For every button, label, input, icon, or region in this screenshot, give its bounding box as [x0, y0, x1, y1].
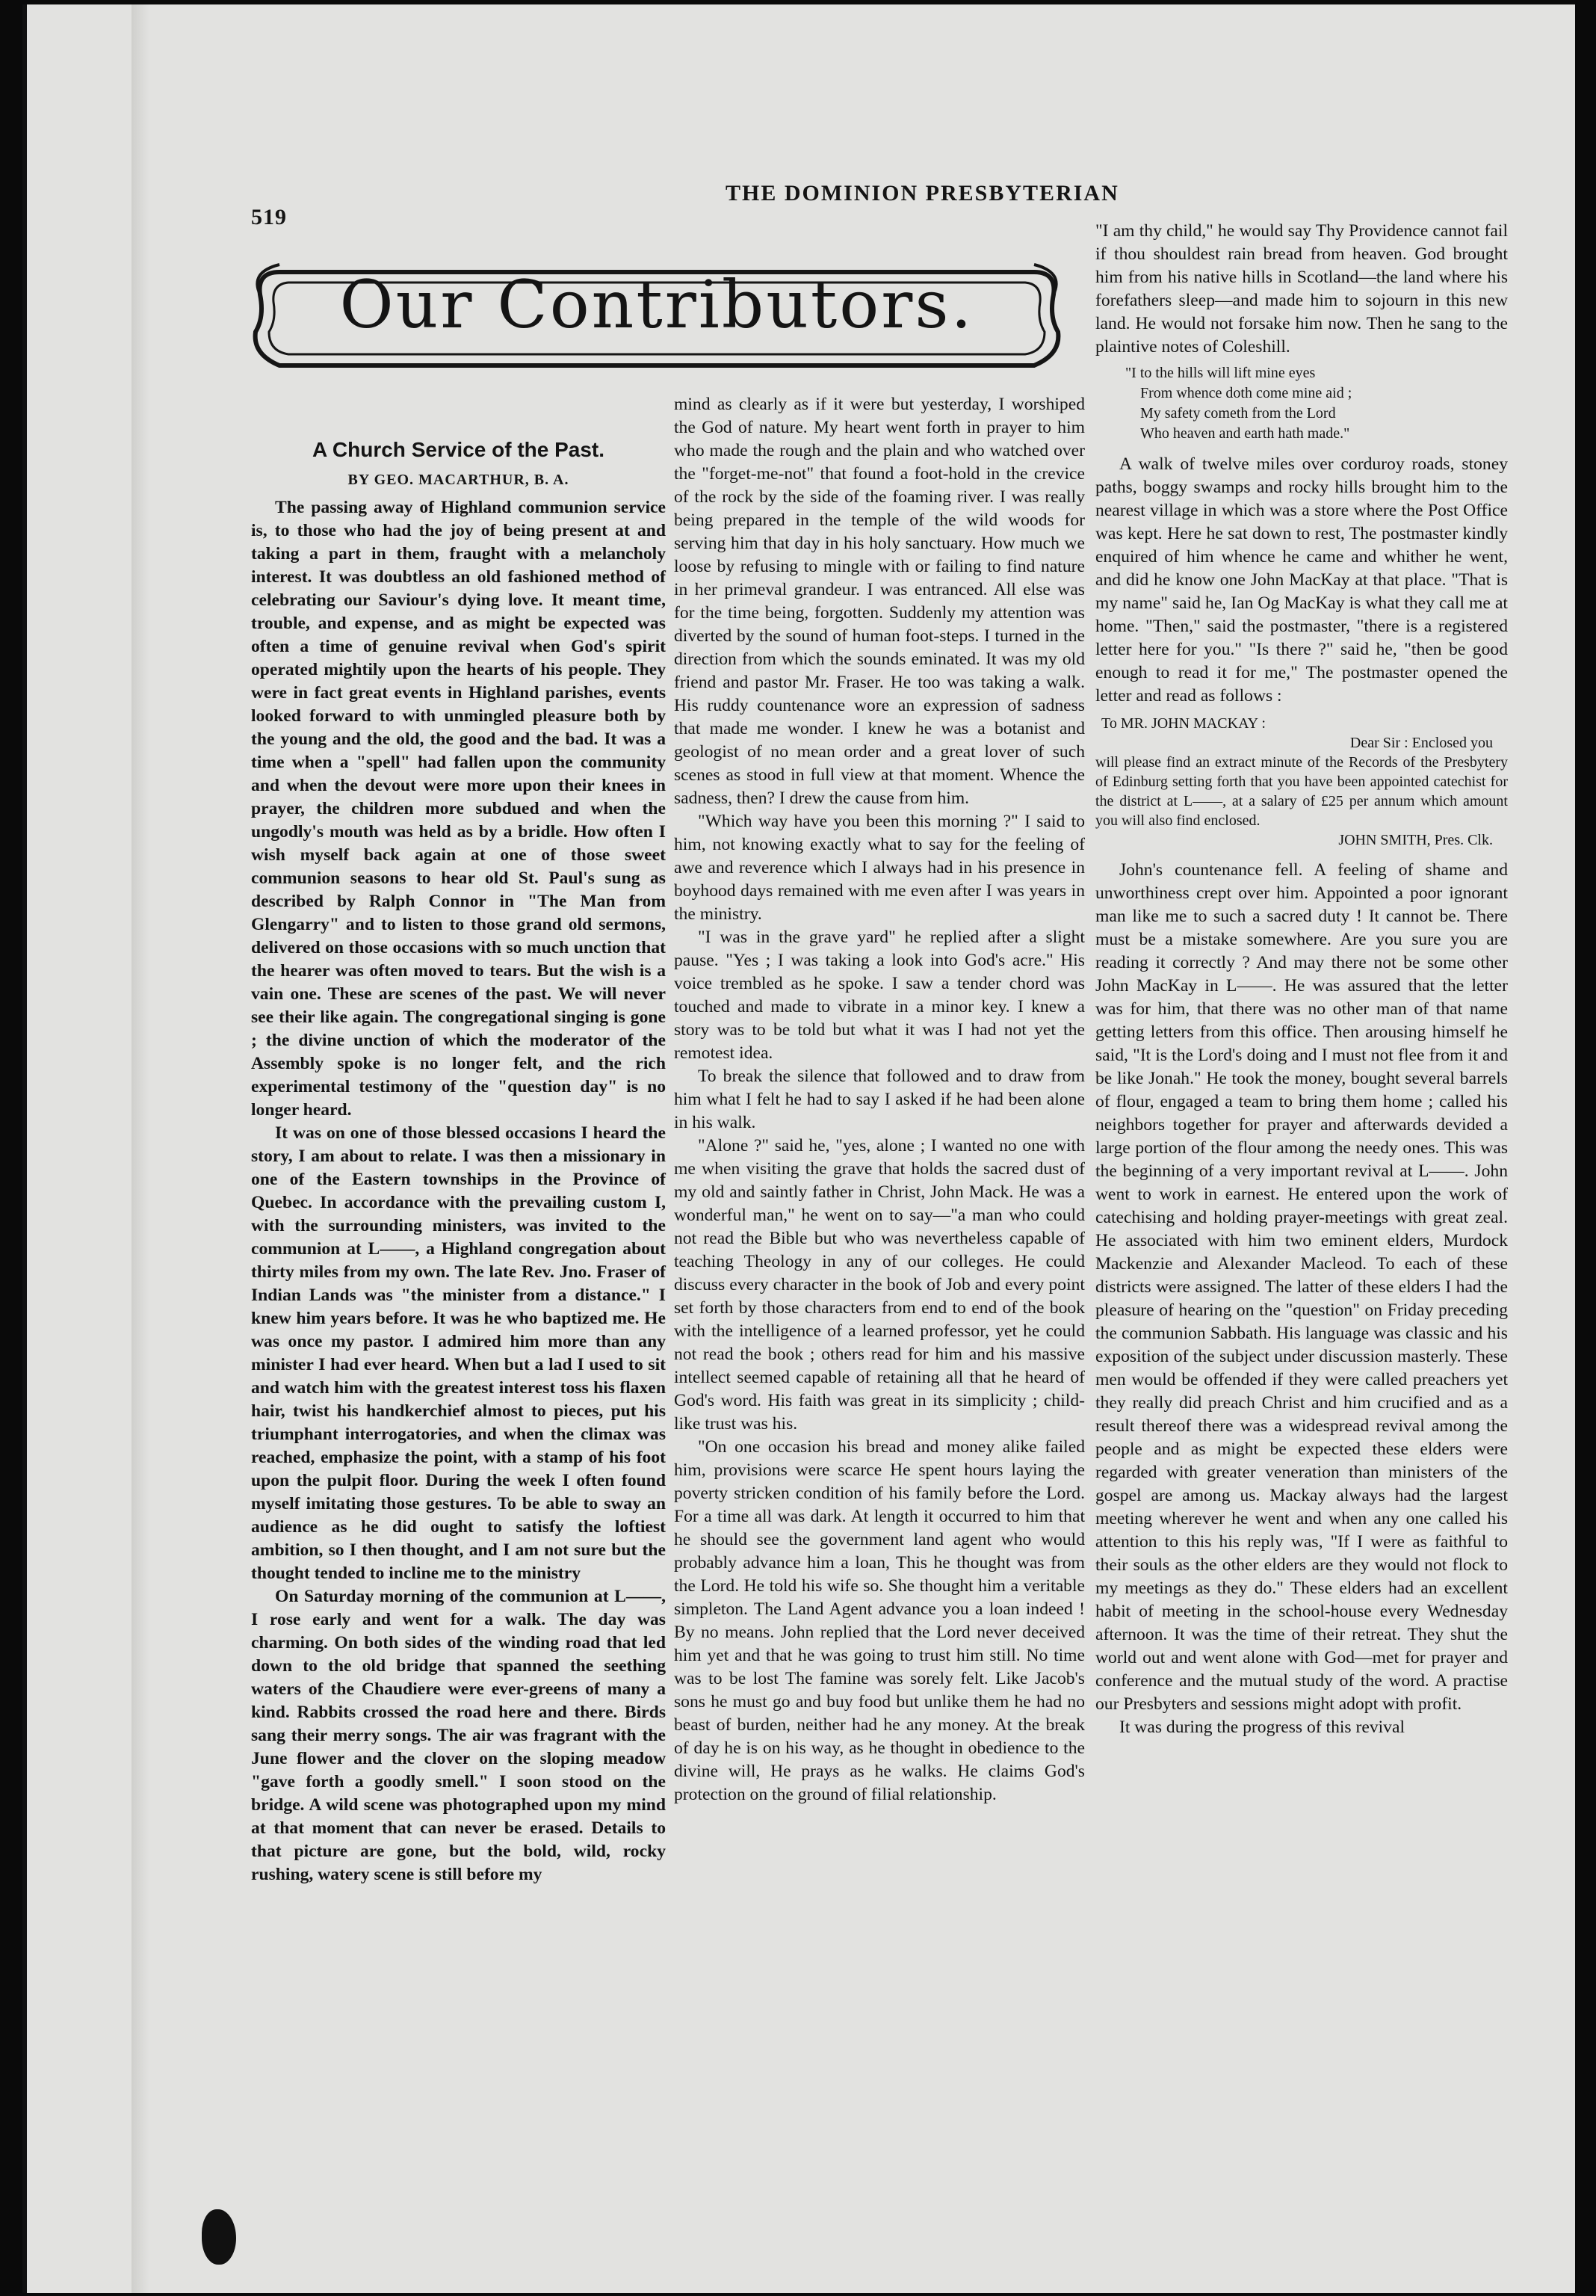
- paragraph: John's countenance fell. A feeling of shame and unworthiness crept over him. Appointed a poor ignorant man like me to such a sacred duty ! It cannot be. There must be a mistake somewhere. Are you sure you are reading it correctly ? And may there not be some other John MacKay in L——. He was assured that the letter was for him, that there was no other man of that name getting letters from this office. Then arousing himself he said, "It is the Lord's doing and I must not flee from it and be like Jonah." He took the money, bought several barrels of flour, engaged a team to bring them home ; called his neighbors together for prayer and afterwards devided a large portion of the flour among the needy ones. This was the beginning of a very important revival at L——. John went to work in earnest. He entered upon the work of catechising and holding prayer-meetings with great zeal. He associated with him two eminent elders, Murdock Mackenzie and Alexander Macleod. To each of these districts were assigned. The latter of these elders I had the pleasure of hearing on the "question" on Friday preceding the communion Sabbath. His language was classic and his exposition of the subject under discussion masterly. These men would be offended if they were called preachers yet they really did preach Christ and him crucified and as a result thereof there was a widespread revival among the people and as might be expected these elders were regarded with greater veneration than ministers of the gospel are among us. Mackay always had the largest meeting wherever he went and when any one called his attention to this his reply was, "If I were as faithful to their souls as the other elders are they would not flock to my meetings as they do." These elders had an excellent habit of meeting in the school-house every Wednesday afternoon. It was the time of their retreat. They shut the world out and went alone with God—met for prayer and conference and the mutual study of the word. A practise our Presbyters and sessions might adopt with profit.: [1095, 860, 1508, 1714]
- paragraph: The passing away of Highland communion service is, to those who had the joy of being present at and taking a part in them, fraught with a melancholy interest. It was doubtless an old fashioned method of celebrating our Saviour's dying love. It meant time, trouble, and expense, and as might be expected was often a time of genuine revival when God's spirit operated mightily upon the hearts of his people. They were in fact great events in Highland parishes, events looked forward to with unmingled pleasure both by the young and the old, the good and the bad. It was a time when a "spell" had fallen upon the community and when the devout were more upon their knees in prayer, the children more subdued and when the ungodly's mouth was held as by a bridle. How often I wish myself back again at one of those sweet communion seasons to hear old St. Paul's sung as described by Ralph Connor in "The Man from Glengarry" and to listen to those grand old sermons, delivered on those occasions with so much unction that the hearer was often moved to tears. But the wish is a vain one. These are scenes of the past. We will never see their like again. The congregational singing is gone ; the divine unction of which the moderator of the Assembly spoke is no longer felt, and the rich experimental testimony of the "question day" is no longer heard.: [251, 498, 666, 1120]
- hymn-verse: [1125, 363, 1508, 444]
- paragraph: "I am thy child," he would say Thy Providence cannot fail if thou shouldest rain bread from heaven. God brought him from his native hills in Scotland—the land where his forefathers sleep—and made him to sojourn in this new land. He would not forsake him now. Then he sang to the plaintive notes of Coleshill.: [1095, 221, 1508, 357]
- letter-body: will please find an extract minute of the Records of the Presbytery of Edinburg setting forth that you have been appointed catechist for the district at L——, at a salary of £25 per annum which amount you will also find enclosed.: [1095, 754, 1508, 829]
- paper-edge-shadow: [132, 4, 149, 2293]
- verse-line: From whence doth come mine aid ;: [1140, 385, 1352, 401]
- section-banner: [250, 242, 1064, 392]
- column-2: [674, 393, 1085, 1806]
- quoted-letter: [1095, 714, 1508, 850]
- paragraph: "I was in the grave yard" he replied after a slight pause. "Yes ; I was taking a look into God's acre." His voice trembled as he spoke. I saw a tender chord was touched and made to vibrate in a minor key. I knew a story was to be told but what it was I had not yet the remotest idea.: [674, 928, 1085, 1063]
- banner-title: Our Contributors.: [339, 266, 974, 343]
- verse-line: My safety cometh from the Lord: [1140, 405, 1336, 422]
- article-title: A Church Service of the Past.: [312, 438, 605, 461]
- paragraph: "Which way have you been this morning ?" I said to him, not knowing exactly what to say for the feeling of awe and reverence which I always had in his presence in boyhood days remained with me even after I was years in the ministry.: [674, 812, 1085, 924]
- column-3: [1095, 220, 1508, 1739]
- paragraph: mind as clearly as if it were but yesterday, I worshiped the God of nature. My heart went forth in prayer to him who made the rough and the plain and who watched over the "forget-me-not" that found a foot-hold in the crevice of the rock by the side of the foaming river. I was really being prepared in the temple of the wild woods for serving him that day in his holy sanctuary. How much we loose by refusing to mingle with or failing to find nature in her primeval grandeur. I was entranced. All else was for the time being, forgotten. Suddenly my attention was diverted by the sound of human foot-steps. I turned in the direction from which the sounds eminated. It was my old friend and pastor Mr. Fraser. He too was taking a walk. His ruddy countenance wore an expression of sadness that made me wonder. I knew he was a botanist and geologist of no mean order and a great lover of such scenes as stood in full view at that moment. Whence the sadness, then? I drew the cause from him.: [674, 395, 1085, 808]
- newspaper-page: [22, 4, 1575, 2293]
- running-title: THE DOMINION PRESBYTERIAN: [726, 181, 1119, 206]
- verse-line: Who heaven and earth hath made.": [1140, 425, 1350, 442]
- paragraph: It was during the progress of this revival: [1119, 1718, 1405, 1737]
- ink-blot: [202, 2209, 236, 2265]
- paragraph: To break the silence that followed and to draw from him what I felt he had to say I asked if he had been alone in his walk.: [674, 1067, 1085, 1132]
- letter-signature: JOHN SMITH, Pres. Clk.: [1338, 832, 1493, 848]
- paragraph: "On one occasion his bread and money alike failed him, provisions were scarce He spent hours laying the poverty stricken condition of his family before the Lord. For a time all was dark. At length it occurred to him that he should see the government land agent who would probably advance him a loan, This he thought was from the Lord. He told his wife so. She thought him a veritable simpleton. The Land Agent advance you a loan indeed ! By no means. John replied that the Lord never deceived him yet and that he was going to trust him still. No time was to be lost The famine was sorely felt. Like Jacob's sons he must go and buy food but unlike them he had no beast of burden, neither had he any money. At the break of day he is on his way, as he thought in obedience to the divine will, He prays as he walks. He claims God's protection on the ground of filial relationship.: [674, 1437, 1085, 1804]
- letter-addressee: To MR. JOHN MACKAY :: [1101, 715, 1266, 732]
- paragraph: A walk of twelve miles over corduroy roads, stoney paths, boggy swamps and rocky hills brought him to the nearest village in which was a store where the Post Office was kept. Here he sat down to rest, The postmaster kindly enquired of him whence he came and whither he went, and did he know one John MacKay at that place. "That is my name" said he, Ian Og MacKay is what they call me at home. "Then," said the postmaster, "there is a registered letter here for you." "Is there ?" said he, "then be good enough to read it for me," The postmaster opened the letter and read as follows :: [1095, 454, 1508, 706]
- page-number: 519: [251, 205, 287, 229]
- paragraph: On Saturday morning of the communion at L——, I rose early and went for a walk. The day was charming. On both sides of the winding road that led down to the old bridge that spanned the seething waters of the Chaudiere were ever-greens of many a kind. Rabbits crossed the road here and there. Birds sang their merry songs. The air was fragrant with the June flower and the clover on the sloping meadow "gave forth a goodly smell." I soon stood on the bridge. A wild scene was photographed upon my mind at that moment that can never be erased. Details to that picture are gone, but the bold, wild, rocky rushing, watery scene is still before my: [251, 1587, 666, 1884]
- paragraph: It was on one of those blessed occasions I heard the story, I am about to relate. I was then a missionary in one of the Eastern townships in the Province of Quebec. In accordance with the prevailing custom I, with the surrounding ministers, was invited to the communion at L——, a Highland congregation about thirty miles from my own. The late Rev. Jno. Fraser of Indian Lands was "the minister from a distance." I knew him years before. It was he who baptized me. He was once my pastor. I admired him more than any minister I had ever heard. When but a lad I used to sit and watch him with the greatest interest toss his flaxen hair, twist his handkerchief almost to pieces, put his triumphant interrogatories, and when the climax was reached, emphasize the point, with a stamp of his foot upon the pulpit floor. During the week I often found myself imitating those gestures. To be able to sway an audience as he did ought to satisfy the loftiest ambition, so I then thought, and I am not sure but the thought tended to incline me to the ministry: [251, 1123, 666, 1583]
- paragraph: "Alone ?" said he, "yes, alone ; I wanted no one with me when visiting the grave that holds the sacred dust of my old and saintly father in Christ, John Mack. He was a wonderful man," he went on to say—"a man who could not read the Bible but who was nevertheless capable of teaching Theology in any of our colleges. He could discuss every character in the book of Job and every point set forth by those characters from end to end of the book with the intelligence of a learned professor, yet he could not read the book ; others read for him and his massive intellect seemed capable of retaining all that he heard of God's word. His faith was great in its simplicity ; child-like trust was his.: [674, 1136, 1085, 1434]
- column-1: [251, 438, 666, 1886]
- byline: BY GEO. MACARTHUR, B. A.: [347, 472, 569, 488]
- verse-line: "I to the hills will lift mine eyes: [1125, 365, 1316, 381]
- letter-salutation: Dear Sir : Enclosed you: [1349, 735, 1493, 751]
